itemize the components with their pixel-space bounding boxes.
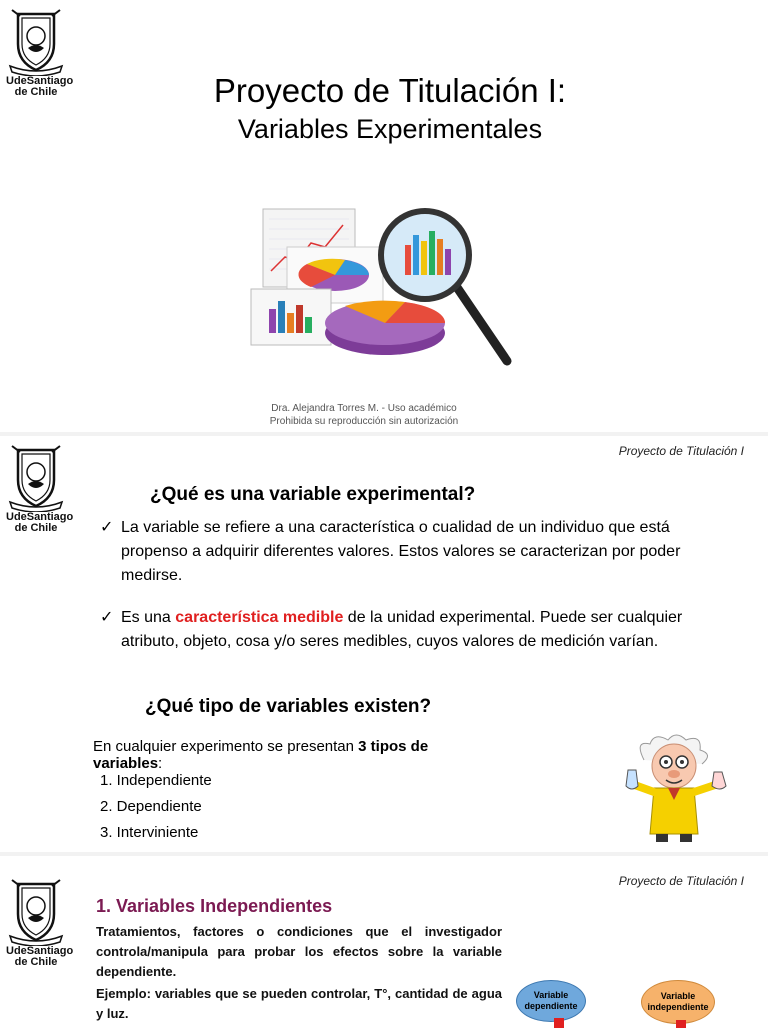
- credit-line2: Prohibida su reproducción sin autorización: [269, 416, 459, 427]
- arrow-marker: [676, 1020, 686, 1028]
- arrow-marker: [554, 1018, 564, 1028]
- slide-subtitle-text: Variables Experimentales: [237, 114, 543, 144]
- logo-line1: UdeSantiago: [6, 945, 74, 957]
- example-paragraph: Ejemplo: variables que se pueden controlar, T°, cantidad de agua y luz.: [96, 986, 502, 1021]
- question-heading-2: ¿Qué tipo de variables existen?: [145, 696, 432, 717]
- logo-text: [6, 945, 74, 968]
- crest-icon: [8, 6, 64, 76]
- type-item: 3. Interviniente: [100, 824, 199, 841]
- logo-line2: de Chile: [14, 956, 58, 968]
- bullet-text: [121, 606, 740, 654]
- type-item: 2. Dependiente: [100, 798, 202, 815]
- university-logo: [6, 442, 74, 534]
- author-credit: [0, 402, 728, 428]
- charts-magnifier-illustration: [245, 205, 515, 370]
- slide-independent-variables: [0, 852, 768, 1028]
- intro-post: :: [158, 755, 163, 772]
- bullet-highlight: característica medible: [175, 609, 344, 626]
- logo-line1: UdeSantiago: [6, 511, 74, 523]
- definition-paragraph: Tratamientos, factores o condiciones que el investigador controla/manipula para probar los efectos sobre la variable dependiente.: [96, 924, 502, 979]
- slide-title: [0, 0, 768, 432]
- check-icon: ✓: [100, 519, 114, 536]
- slide-title-text: Proyecto de Titulación I:: [213, 72, 567, 109]
- question-heading-1: ¿Qué es una variable experimental?: [150, 484, 476, 505]
- slide-header: Proyecto de Titulación I: [618, 874, 744, 888]
- bullet-text-post: de la unidad experimental. Puede ser cualquier atributo, objeto, cosa y/o seres medibles, cuyos valores de medición varían.: [121, 609, 683, 650]
- scientist-illustration: [614, 730, 734, 848]
- section-heading: 1. Variables Independientes: [96, 896, 333, 916]
- bullet-measurable: [100, 606, 740, 654]
- slide-header: Proyecto de Titulación I: [618, 444, 744, 458]
- bullet-definition: [100, 516, 740, 588]
- independent-variable-ellipse: Variable independiente: [641, 980, 715, 1024]
- intro-pre: En cualquier experimento se presentan: [93, 738, 359, 755]
- university-logo: [6, 876, 74, 968]
- check-icon: ✓: [100, 609, 114, 626]
- credit-line1: Dra. Alejandra Torres M. - Uso académico: [271, 403, 457, 414]
- types-intro: [93, 738, 493, 772]
- logo-line1: UdeSantiago: [6, 75, 74, 87]
- bullet-text: La variable se refiere a una característica o cualidad de un individuo que está propenso a adquirir diferentes valores. Estos valores se caracterizan por poder medirse.: [121, 519, 681, 584]
- logo-line2: de Chile: [14, 86, 58, 98]
- dependent-variable-ellipse: Variable dependiente: [516, 980, 586, 1022]
- crest-icon: [8, 442, 64, 512]
- crest-icon: [8, 876, 64, 946]
- logo-text: [6, 511, 74, 534]
- type-item: 1. Independiente: [100, 772, 212, 789]
- intro-bold: 3 tipos de variables: [93, 738, 429, 772]
- bullet-text-pre: Es una: [121, 609, 176, 626]
- logo-line2: de Chile: [14, 522, 58, 534]
- slide-variables-definition: [0, 432, 768, 848]
